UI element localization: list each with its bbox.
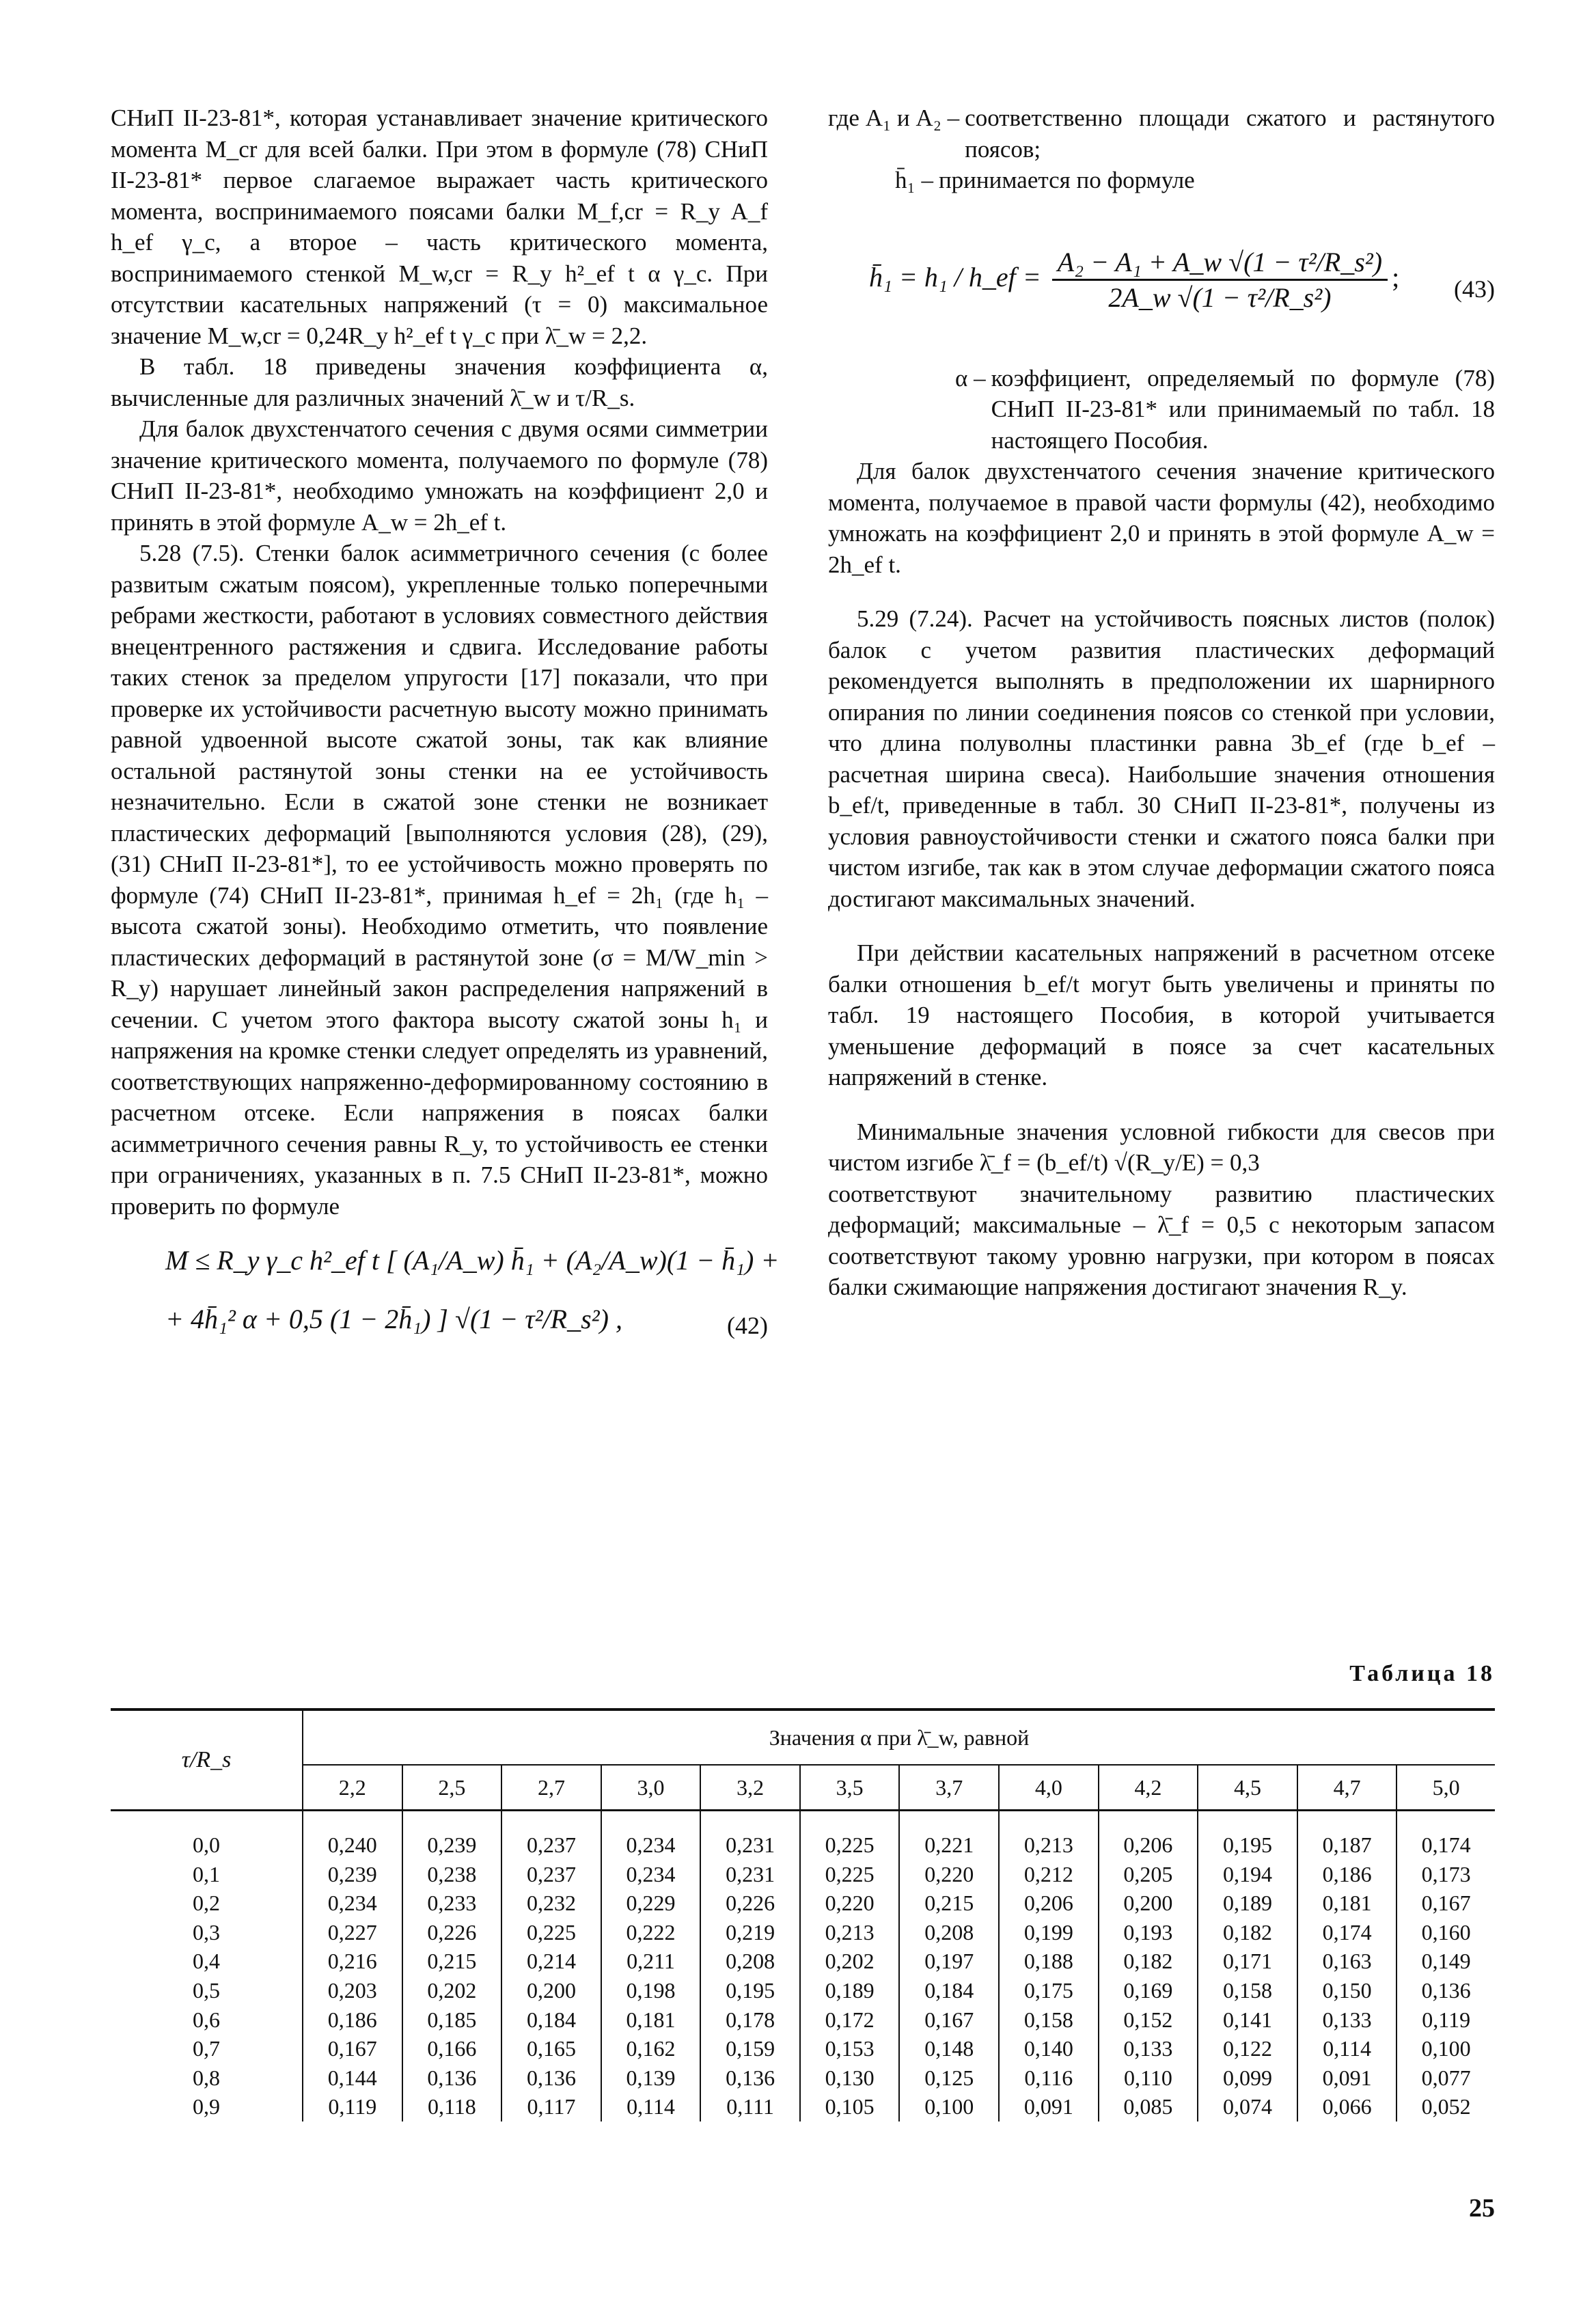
table-cell: 0,173 [1396, 1860, 1495, 1889]
table-cell: 0,148 [899, 2034, 999, 2063]
table-cell: 0,238 [402, 1860, 502, 1889]
table-cell: 0,239 [327, 1861, 377, 1886]
table-cell: 0,119 [328, 2094, 377, 2119]
table-cell: 0,229 [601, 1889, 701, 1918]
table-cell: 0,189 [1198, 1889, 1297, 1918]
table-cell: 0,197 [899, 1947, 999, 1976]
table-row [111, 2034, 1495, 2063]
paragraph-section-5-28: 5.28 (7.5). Стенки балок асимметричного сечения (с более развитым сжатым поясом), укрепленные только поперечными ребрами жесткости, работают в условиях совместного действия внецентренного растяжения и сдвига. Исследование работы таких стенок за пределом упругости [17] показали, что при проверке их устойчивости расчетную высоту можно принимать равной удвоенной высоте сжатой зоны, так как влияние остальной растянутой зоны стенки на ее устойчивость незначительно. Если в сжатой зоне стенки не возникает пластических деформаций [выполняются условия (28), (29), (31) СНиП II-23-81*], то ее устойчивость можно проверять по формуле (74) СНиП II-23-81*, принимая h_ef = 2h₁ (где h₁ – высота сжатой зоны). Необходимо отметить, что появление пластических деформаций в растянутой зоне (σ = M/W_min > R_y) нарушает линейный закон распределения напряжений в сечении. С учетом этого фактора высоту сжатой зоны h₁ и напряжения на кромке стенки следует определять из уравнений, соответствующих напряженно-деформированному состоянию в расчетном отсеке. Если напряжения в поясах балки асимметричного сечения равны R_y, то устойчивость ее стенки при ограничениях, указанных в п. 7.5 СНиП II-23-81*, можно проверить по формуле [111, 540, 768, 1220]
table-cell: 0,205 [1099, 1860, 1198, 1889]
table-cell: 0,189 [800, 1976, 900, 2005]
table-cell: 0,200 [501, 1976, 601, 2005]
table-cell: 0,222 [601, 1918, 701, 1947]
table-row [111, 2005, 1495, 2035]
paragraph-double-web: Для балок двухстенчатого сечения с двумя осями симметрии значение критического момента, получаемого по формуле (78) СНиП II-23-81*, необходимо умножать на коэффициент 2,0 и принять в этой формуле A_w = 2h_ef t. [111, 415, 768, 536]
table-cell: 0,199 [999, 1918, 1099, 1947]
table-cell: 0,171 [1198, 1947, 1297, 1976]
table-cell: 0,200 [1099, 1889, 1198, 1918]
table-cell: 0,165 [501, 2034, 601, 2063]
table-row [111, 1947, 1495, 1976]
table-cell: 0,225 [501, 1918, 601, 1947]
table-cell: 0,220 [800, 1889, 900, 1918]
formula-43-denominator: 2A_w √(1 − τ²/R_s²) [1108, 282, 1332, 313]
table-cell: 0,220 [899, 1860, 999, 1889]
page-number: 25 [1469, 2194, 1495, 2223]
table-cell: 0,208 [899, 1918, 999, 1947]
formula-43: h̄₁ = h₁ / h_ef = $\frac{\text{A₂ − A₁ + A\_w √(1 − τ²/R\_s²)}}{\text{2A\_w √(1 − τ²/R\_s²)}}$ ; (43) [869, 246, 1495, 313]
formula-42-line-1: M ≤ R_y γ_c h²_ef t [ (A₁/A_w) h̄₁ + (A₂/A_w)(1 − h̄₁) + [165, 1245, 780, 1276]
table-cell: 0,212 [999, 1860, 1099, 1889]
table-cell: 0,158 [1198, 1976, 1297, 2005]
row-label: 0,1 [111, 1860, 303, 1889]
row-header: τ/R_s [111, 1709, 303, 1811]
table-cell: 0,185 [402, 2005, 502, 2035]
row-label: 0,2 [111, 1889, 303, 1918]
definitions-A [828, 102, 1495, 196]
table-cell: 0,166 [402, 2034, 502, 2063]
table-cell: 0,100 [899, 2092, 999, 2121]
table-row [111, 1889, 1495, 1918]
table-cell: 0,181 [601, 2005, 701, 2035]
table-cell: 0,133 [1297, 2005, 1397, 2035]
table-cell: 0,225 [800, 1811, 900, 1860]
column-header: 4,0 [999, 1765, 1099, 1811]
table-row [111, 1918, 1495, 1947]
table-row [111, 1860, 1495, 1889]
formula-43-number: (43) [1454, 275, 1495, 303]
table-cell: 0,150 [1297, 1976, 1397, 2005]
paragraph-min-slenderness-a: Минимальные значения условной гибкости для свесов при чистом изгибе λ̄_f = (b_ef/t) √(R_y/E) = 0,3 [828, 1118, 1495, 1176]
paragraph-min-slenderness-b: соответствуют значительному развитию пластических деформаций; максимальные – λ̄_f = 0,5 с некоторым запасом соответствуют такому уровню нагрузки, при котором в поясах балки сжимающие напряжения достигают значения R_y. [828, 1180, 1495, 1300]
table-cell: 0,122 [1198, 2034, 1297, 2063]
table-cell: 0,052 [1396, 2092, 1495, 2121]
table-caption: Таблица 18 [1349, 1661, 1495, 1686]
table-cell: 0,193 [1099, 1918, 1198, 1947]
table-cell: 0,203 [327, 1977, 377, 2003]
table-cell: 0,213 [999, 1811, 1099, 1860]
table-cell: 0,187 [1297, 1811, 1397, 1860]
table-row [111, 1976, 1495, 2005]
table-cell: 0,239 [402, 1811, 502, 1860]
formula-42-line-2: + 4h̄₁² α + 0,5 (1 − 2h̄₁) ] √(1 − τ²/R_s²) , [165, 1303, 622, 1334]
formula-42-number: (42) [727, 1312, 768, 1339]
table-cell: 0,206 [1099, 1811, 1198, 1860]
table-cell: 0,114 [601, 2092, 701, 2121]
table-cell: 0,195 [1198, 1811, 1297, 1860]
table-cell: 0,140 [999, 2034, 1099, 2063]
table-cell: 0,213 [800, 1918, 900, 1947]
def-h-term: h̄₁ – [895, 167, 933, 193]
column-header: 3,0 [601, 1765, 701, 1811]
table-cell: 0,215 [402, 1947, 502, 1976]
table-cell: 0,167 [1396, 1889, 1495, 1918]
table-cell: 0,172 [800, 2005, 900, 2035]
row-label: 0,6 [111, 2005, 303, 2035]
table-cell: 0,167 [327, 2036, 377, 2061]
table-row [111, 2092, 1495, 2121]
table-cell: 0,163 [1297, 1947, 1397, 1976]
table-cell: 0,186 [327, 2007, 377, 2032]
table-cell: 0,149 [1396, 1947, 1495, 1976]
table-cell: 0,178 [700, 2005, 800, 2035]
table-cell: 0,136 [700, 2063, 800, 2093]
table-cell: 0,237 [501, 1811, 601, 1860]
table-cell: 0,219 [700, 1918, 800, 1947]
definition-alpha [828, 363, 1495, 456]
table-cell: 0,085 [1099, 2092, 1198, 2121]
table-cell: 0,159 [700, 2034, 800, 2063]
table-row [111, 1811, 1495, 1860]
table-cell: 0,152 [1099, 2005, 1198, 2035]
table-cell: 0,136 [501, 2063, 601, 2093]
table-cell: 0,181 [1297, 1889, 1397, 1918]
column-header: 2,5 [402, 1765, 502, 1811]
paragraph-double-web-right: Для балок двухстенчатого сечения значение критического момента, получаемое в правой части формулы (42), необходимо умножать на коэффициент 2,0 и принять в этой формуле A_w = 2h_ef t. [828, 458, 1495, 578]
table-cell: 0,133 [1099, 2034, 1198, 2063]
table-cell: 0,215 [899, 1889, 999, 1918]
row-label: 0,5 [111, 1976, 303, 2005]
table-cell: 0,174 [1396, 1811, 1495, 1860]
table-cell: 0,136 [1396, 1976, 1495, 2005]
table-cell: 0,160 [1396, 1918, 1495, 1947]
formula-43-fraction [1052, 247, 1388, 314]
table-cell: 0,116 [999, 2063, 1099, 2093]
table-cell: 0,233 [402, 1889, 502, 1918]
paragraph-shear-stress: При действии касательных напряжений в расчетном отсеке балки отношения b_ef/t могут быть увеличены и приняты по табл. 19 настоящего Пособия, в которой учитывается уменьшение деформаций в поясе за счет касательных напряжений в стенке. [828, 939, 1495, 1090]
table-cell: 0,211 [601, 1947, 701, 1976]
column-header: 3,7 [899, 1765, 999, 1811]
table-cell: 0,186 [1297, 1860, 1397, 1889]
table-cell: 0,077 [1396, 2063, 1495, 2093]
table-cell: 0,232 [501, 1889, 601, 1918]
row-label: 0,0 [111, 1811, 303, 1860]
table-cell: 0,167 [899, 2005, 999, 2035]
table-cell: 0,119 [1396, 2005, 1495, 2035]
table-cell: 0,184 [899, 1976, 999, 2005]
column-header: 4,7 [1297, 1765, 1397, 1811]
table-cell: 0,231 [700, 1860, 800, 1889]
table-cell: 0,225 [800, 1860, 900, 1889]
table-cell: 0,214 [501, 1947, 601, 1976]
table-cell: 0,202 [800, 1947, 900, 1976]
table-cell: 0,066 [1297, 2092, 1397, 2121]
paragraph-table-reference: В табл. 18 приведены значения коэффициента α, вычисленные для различных значений λ̄_w и τ/R_s. [111, 353, 768, 411]
column-header: 3,2 [700, 1765, 800, 1811]
column-header: 3,5 [800, 1765, 900, 1811]
table-cell: 0,198 [601, 1976, 701, 2005]
def-alpha-term: α – [955, 364, 986, 392]
formula-43-numerator: A₂ − A₁ + A_w √(1 − τ²/R_s²) [1052, 247, 1388, 281]
column-header: 2,7 [501, 1765, 601, 1811]
table-cell: 0,136 [402, 2063, 502, 2093]
table-cell: 0,117 [501, 2092, 601, 2121]
row-label: 0,8 [111, 2063, 303, 2093]
table-cell: 0,195 [700, 1976, 800, 2005]
table-cell: 0,091 [999, 2092, 1099, 2121]
def-alpha-desc: коэффициент, определяемый по формуле (78) СНиП II-23-81* или принимаемый по табл. 18 настоящего Пособия. [991, 364, 1495, 454]
column-header: 5,0 [1396, 1765, 1495, 1811]
table-cell: 0,234 [601, 1860, 701, 1889]
table-cell: 0,111 [700, 2092, 800, 2121]
table-cell: 0,231 [700, 1811, 800, 1860]
table-cell: 0,226 [402, 1918, 502, 1947]
table-cell: 0,182 [1099, 1947, 1198, 1976]
table-cell: 0,188 [999, 1947, 1099, 1976]
table-cell: 0,074 [1198, 2092, 1297, 2121]
def-A-desc: соответственно площади сжатого и растянутого поясов; [965, 105, 1495, 163]
row-label: 0,4 [111, 1947, 303, 1976]
row-label: 0,7 [111, 2034, 303, 2063]
table-cell: 0,105 [800, 2092, 900, 2121]
table-cell: 0,153 [800, 2034, 900, 2063]
def-h-desc: принимается по формуле [938, 167, 1195, 193]
table-cell: 0,091 [1297, 2063, 1397, 2093]
table-18 [111, 1708, 1495, 2121]
column-header: 4,2 [1099, 1765, 1198, 1811]
table-cell: 0,226 [700, 1889, 800, 1918]
def-A-term: где A₁ и A₂ – [828, 105, 960, 131]
table-cell: 0,158 [999, 2005, 1099, 2035]
table-cell: 0,208 [700, 1947, 800, 1976]
paragraph-critical-moment: СНиП II-23-81*, которая устанавливает значение критического момента M_cr для всей балки. При этом в формуле (78) СНиП II-23-81* первое слагаемое выражает часть критического момента, воспринимаемого поясами балки M_f,cr = R_y A_f h_ef γ_c, а второе – часть критического момента, воспринимаемого стенкой M_w,cr = R_y h²_ef t α γ_c. При отсутствии касательных напряжений (τ = 0) максимальное значение M_w,cr = 0,24R_y h²_ef t γ_c при λ̄_w = 2,2. [111, 105, 768, 349]
group-header: Значения α при λ̄_w, равной [303, 1709, 1495, 1765]
left-column [111, 102, 780, 1382]
table-cell: 0,221 [899, 1811, 999, 1860]
table-row [111, 2063, 1495, 2093]
row-label: 0,9 [111, 2092, 303, 2121]
table-cell: 0,110 [1099, 2063, 1198, 2093]
table-cell: 0,237 [501, 1860, 601, 1889]
table-cell: 0,234 [327, 1891, 377, 1916]
column-header: 4,5 [1198, 1765, 1297, 1811]
table-cell: 0,202 [402, 1976, 502, 2005]
formula-43-lhs: h̄₁ = h₁ / h_ef = [869, 261, 1041, 292]
table-cell: 0,175 [999, 1976, 1099, 2005]
table-cell: 0,125 [899, 2063, 999, 2093]
row-label: 0,3 [111, 1918, 303, 1947]
column-header: 2,2 [303, 1765, 402, 1811]
table-cell: 0,184 [501, 2005, 601, 2035]
right-column [828, 102, 1495, 1303]
table-cell: 0,118 [402, 2092, 502, 2121]
table-cell: 0,169 [1099, 1976, 1198, 2005]
table-cell: 0,100 [1396, 2034, 1495, 2063]
table-cell: 0,099 [1198, 2063, 1297, 2093]
table-cell: 0,162 [601, 2034, 701, 2063]
table-cell: 0,234 [601, 1811, 701, 1860]
table-cell: 0,114 [1297, 2034, 1397, 2063]
table-cell: 0,174 [1297, 1918, 1397, 1947]
table-cell: 0,182 [1198, 1918, 1297, 1947]
table-cell: 0,139 [601, 2063, 701, 2093]
table-cell: 0,194 [1198, 1860, 1297, 1889]
table-cell: 0,216 [327, 1949, 377, 1974]
paragraph-section-5-29: 5.29 (7.24). Расчет на устойчивость поясных листов (полок) балок с учетом развития пластических деформаций рекомендуется выполнять в предположении их шарнирного опирания по линии соединения поясов со стенкой при условии, что длина полуволны пластинки равна 3b_ef (где b_ef – расчетная ширина свеса). Наибольшие значения отношения b_ef/t, приведенные в табл. 30 СНиП II-23-81*, получены из условия равноустойчивости стенки и сжатого пояса балки при чистом изгибе, так как в этом случае деформации сжатого пояса достигают максимальных значений. [828, 605, 1495, 912]
formula-42 [111, 1245, 780, 1382]
table-cell: 0,227 [327, 1919, 377, 1945]
table-cell: 0,130 [800, 2063, 900, 2093]
table-cell: 0,141 [1198, 2005, 1297, 2035]
table-cell: 0,144 [327, 2065, 377, 2090]
table-cell: 0,206 [999, 1889, 1099, 1918]
table-cell: 0,240 [327, 1832, 377, 1857]
